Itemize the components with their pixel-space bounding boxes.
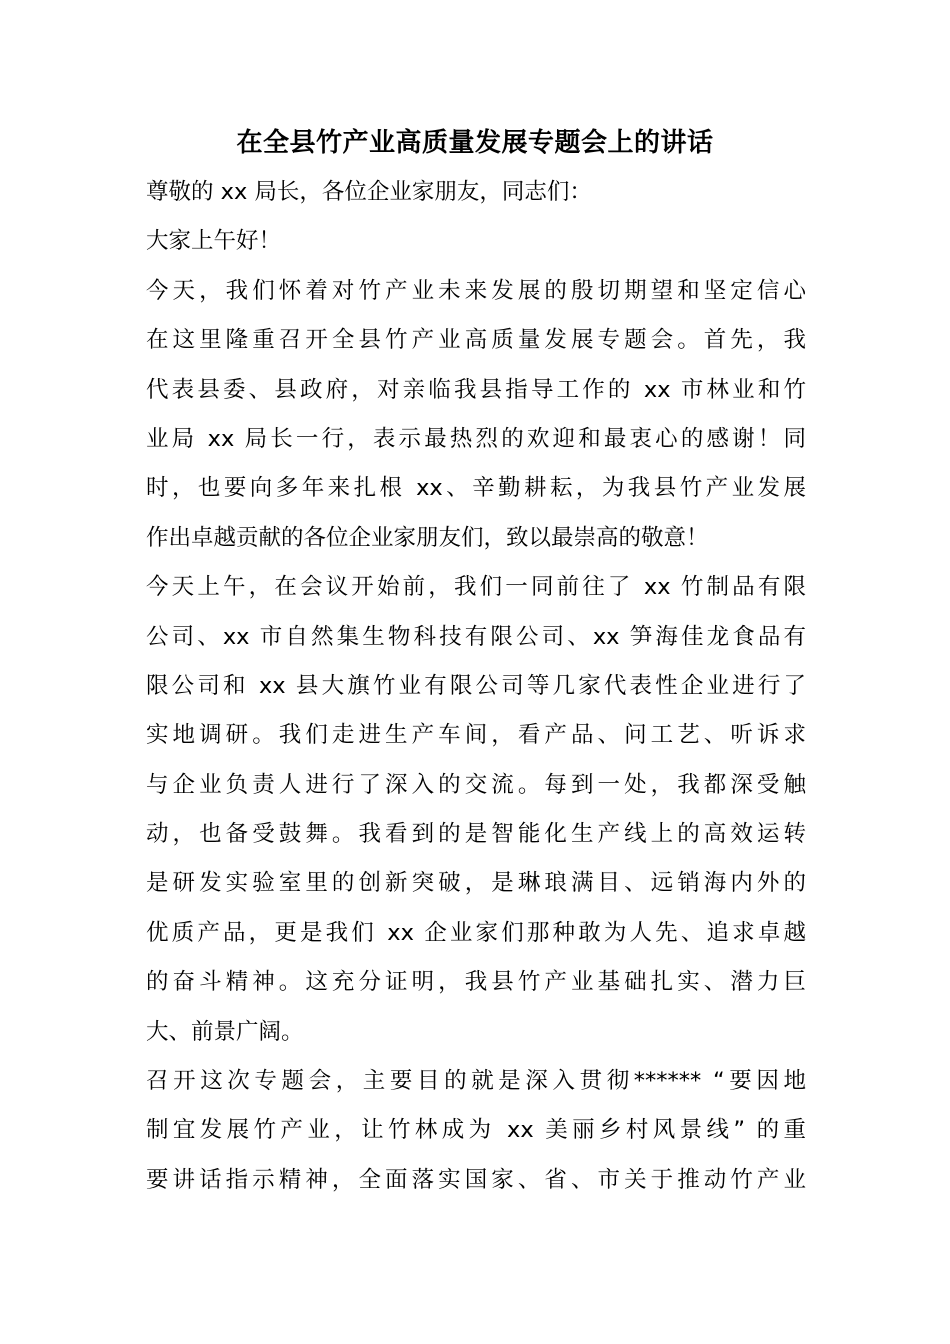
text-line: 今天上午，在会议开始前，我们一同前往了 xx 竹制品有限 bbox=[146, 574, 806, 601]
text-line: 大家上午好！ bbox=[146, 228, 282, 255]
text-line: 的奋斗精神。这充分证明，我县竹产业基础扎实、潜力巨 bbox=[146, 969, 806, 996]
text-line: 公司、xx 市自然集生物科技有限公司、xx 笋海佳龙食品有 bbox=[146, 623, 806, 650]
text-line: 大、前景广阔。 bbox=[146, 1018, 304, 1045]
text-line: 今天，我们怀着对竹产业未来发展的殷切期望和坚定信心 bbox=[146, 277, 806, 304]
text-line: 尊敬的 xx 局长，各位企业家朋友，同志们： bbox=[146, 179, 592, 205]
text-line: 优质产品，更是我们 xx 企业家们那种敢为人先、追求卓越 bbox=[146, 919, 806, 946]
text-line: 业局 xx 局长一行，表示最热烈的欢迎和最衷心的感谢！同 bbox=[146, 425, 806, 452]
text-line: 要讲话指示精神，全面落实国家、省、市关于推动竹产业 bbox=[146, 1166, 806, 1193]
text-line: 实地调研。我们走进生产车间，看产品、问工艺、听诉求 bbox=[146, 722, 806, 749]
text-line: 制宜发展竹产业，让竹林成为 xx 美丽乡村风景线” 的重 bbox=[146, 1117, 806, 1144]
text-line: 是研发实验室里的创新突破，是琳琅满目、远销海内外的 bbox=[146, 870, 806, 897]
text-line: 与企业负责人进行了深入的交流。每到一处，我都深受触 bbox=[146, 771, 806, 798]
document-body bbox=[146, 168, 806, 1205]
text-line: 动，也备受鼓舞。我看到的是智能化生产线上的高效运转 bbox=[146, 821, 806, 848]
text-line: 在这里隆重召开全县竹产业高质量发展专题会。首先，我 bbox=[146, 327, 806, 354]
text-line: 限公司和 xx 县大旗竹业有限公司等几家代表性企业进行了 bbox=[146, 672, 806, 699]
text-line: 代表县委、县政府，对亲临我县指导工作的 xx 市林业和竹 bbox=[146, 376, 806, 403]
text-line: 召开这次专题会，主要目的就是深入贯彻****** “要因地 bbox=[146, 1068, 806, 1095]
text-line: 时，也要向多年来扎根 xx、辛勤耕耘，为我县竹产业发展 bbox=[146, 475, 806, 502]
text-line: 作出卓越贡献的各位企业家朋友们，致以最崇高的敬意！ bbox=[146, 524, 709, 551]
page-title: 在全县竹产业高质量发展专题会上的讲话 bbox=[236, 128, 714, 158]
